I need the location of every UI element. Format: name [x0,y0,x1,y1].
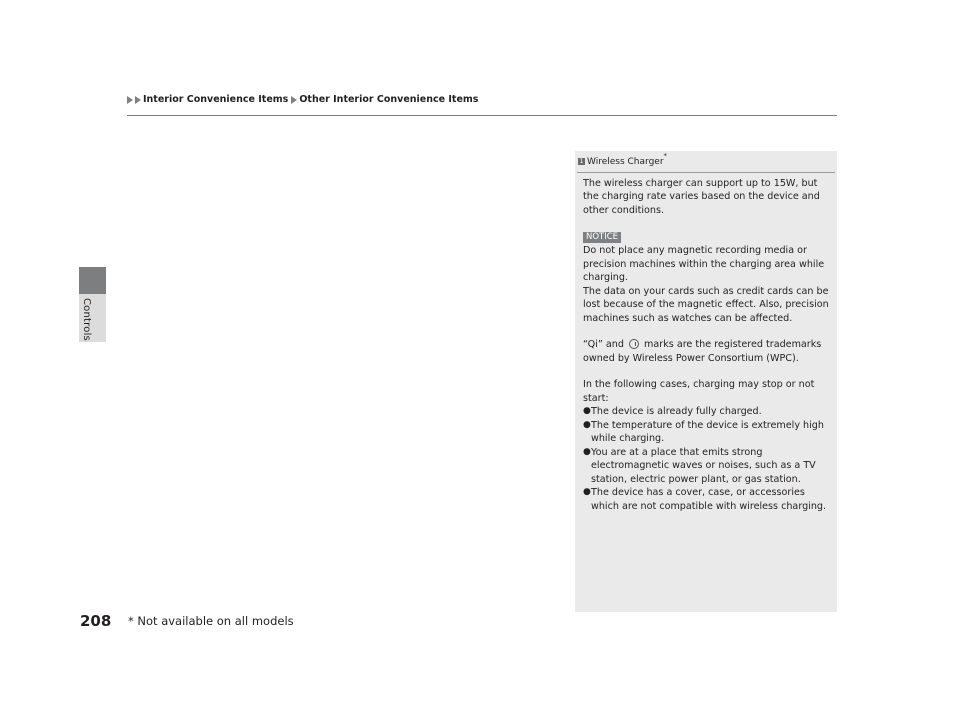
bullet-icon: ● [583,419,591,430]
footnote: * Not available on all models [128,614,294,628]
header-divider [127,115,837,116]
intro-text: The wireless charger can support up to 15W, but the charging rate varies based on the device and other conditions. [583,177,820,216]
sidebar-title-text: Wireless Charger [587,157,664,167]
cases-intro: In the following cases, charging may stop or not start: [583,379,815,404]
trademark-text: “Qi” and marks are the registered trademarks owned by Wireless Power Consortium (WPC). [583,339,822,364]
reference-icon: 1 [579,158,584,165]
notice-badge: NOTICE [583,232,621,243]
bullet-icon: ● [583,487,591,497]
section-tab-label: Controls [81,298,92,341]
notice-badge-row [583,230,829,244]
notice-text-1: Do not place any magnetic recording media or precision machines within the charging area while charging. [583,245,825,283]
breadcrumb-item-other-interior: Other Interior Convenience Items [299,94,479,105]
list-item: ● You are at a place that emits strong electromagnetic waves or noises, such as a TV station, electric power plant, or gas station. [583,446,816,485]
bullet-icon: ● [583,406,591,416]
list-item: ● The temperature of the device is extremely high while charging. [583,419,824,444]
list-item: ● The device has a cover, case, or accessories which are not compatible with wireless charging. [583,487,827,512]
notice-text-2: The data on your cards such as credit cards can be lost because of the magnetic effect. Also, precision machines such as watches can be affected. [583,285,829,324]
arrow-right-icon [127,96,133,104]
arrow-right-icon [291,96,297,104]
sidebar-title: 1 Wireless Charger * [577,156,835,173]
page-number: 208 [80,612,112,630]
info-sidebar [575,151,837,612]
arrow-right-icon [135,96,141,104]
breadcrumb [127,94,478,105]
section-tab-marker [79,267,106,294]
qi-logo-icon [629,339,639,349]
breadcrumb-item-interior-convenience: Interior Convenience Items [143,94,289,105]
list-item: ● The device is already fully charged. [583,406,762,417]
bullet-icon: ● [583,446,591,457]
